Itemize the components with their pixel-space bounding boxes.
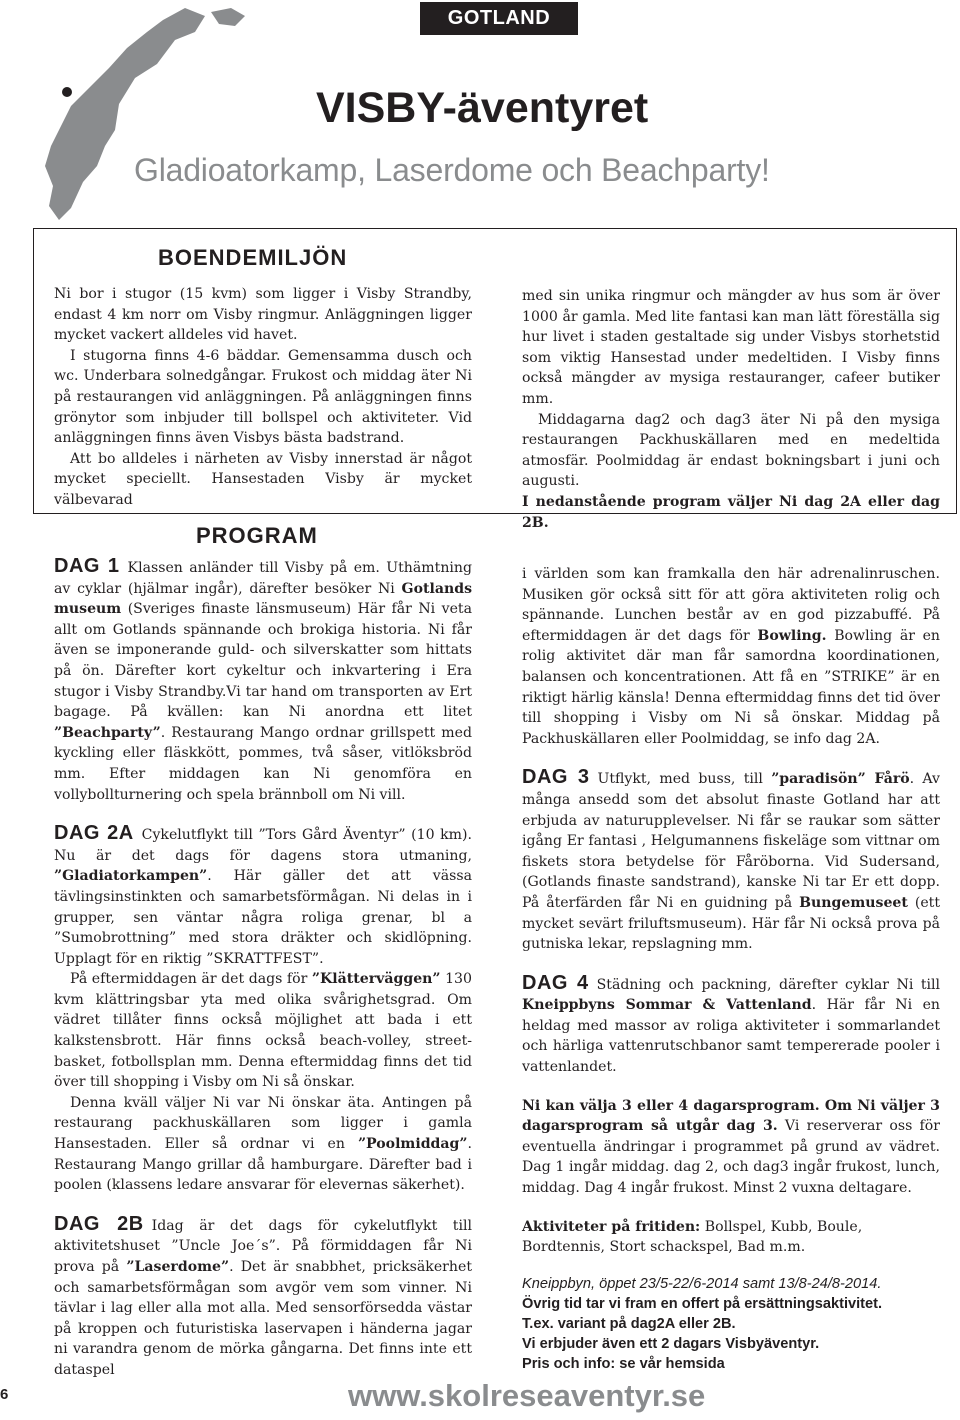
page-title: VISBY-äventyret bbox=[316, 84, 649, 132]
day2a-afternoon: På eftermiddagen är det dags för ”Klätterväggen” 130 kvm klättringsbar yta med olika svårighetsgrad. Om vädret tillåter finns också möjlighet att bada i ett kalkstensbrott. Här finns också beach-volley, street-basket, fotbollsplan mm. Denna eftermiddag finns det tid över till shopping i Visby om Ni så önskar. bbox=[54, 971, 472, 1091]
day4-paragraph: DAG 4 Städning och packning, därefter cyklar Ni till Kneippbyns Sommar & Vattenland. Här får Ni en heldag med massor av roliga aktiviteter i sommarlandet och härliga vattenrutschbanor samt tempererade pooler i vattenlandet. bbox=[522, 971, 941, 1076]
accommodation-right-column bbox=[522, 286, 940, 533]
program-left-column bbox=[54, 556, 472, 1381]
day4-label: DAG 4 bbox=[522, 971, 589, 994]
region-tag: GOTLAND bbox=[420, 2, 578, 35]
accommodation-note: I nedanstående program väljer Ni dag 2A eller dag 2B. bbox=[522, 493, 940, 531]
page-number: 6 bbox=[0, 1386, 9, 1403]
day2a-evening: Denna kväll väljer Ni var Ni önskar äta. Antingen på restaurang packhuskällaren som ligger i gamla Hansestaden. Eller så ordnar vi en ”Poolmiddag”. Restaurang Mango grillar då hamburgare. Därefter bad i poolen (klassens ledare ansvarar för elevernas säkerhet). bbox=[54, 1094, 472, 1194]
accommodation-paragraph: Ni bor i stugor (15 kvm) som ligger i Visby Strandby, endast 4 km norr om Visby ringmur. Anläggningen ligger mycket vackert alldeles vid havet. bbox=[54, 286, 472, 344]
day2b-paragraph: DAG 2B Idag är det dags för cykelutflykt till aktivitetshuset ”Uncle Joe´s”. På förmiddagen får Ni prova på ”Laserdome”. Det är snabbhet, pricksäkerhet och samarbetsförmågan som avgör vem som vinner. Ni tävlar i lag eller alla mot alla. Med sensorförsedda västar på kroppen och futuristiska laservapen i händerna jagar ni varandra genom de mörka gångarna. Det finns inte ett dataspel bbox=[54, 1212, 472, 1378]
day2b-continued: i världen som kan framkalla den här adrenalinruschen. Musiken gör också sitt för att göra aktiviteten rolig och spännande. Lunchen består av en god pizzabuffé. På eftermiddagen är det dags för Bowling. Bowling är en rolig aktivitet där man får samordna koordinationen, balansen och koncentrationen. Att få en ”STRIKE” är en riktigt härlig känsla! Denna eftermiddag finns det tid över till shopping i Visby om Ni så önskar. Middag på Packhuskällaren eller Poolmiddag, se info dag 2A. bbox=[522, 566, 940, 747]
info-line: Kneippbyn, öppet 23/5-22/6-2014 samt 13/8-24/8-2014. bbox=[522, 1275, 882, 1292]
accommodation-paragraph: I stugorna finns 4-6 bäddar. Gemensamma dusch och wc. Underbara solnedgångar. Frukost och middag äter Ni på restaurangen vid anläggningen. På anläggningen finns grönytor som inbjuder till bollspel och aktiviteter. Vid anläggningen finns även Visbys bästa badstrand. bbox=[54, 347, 472, 447]
accommodation-paragraph: med sin unika ringmur och mängder av hus som är över 1000 år gamla. Med lite fantasi kan man lätt föreställa sig hur livet i staden gestaltade sig under Visbys storhetstid som viktig Hansestad under medeltiden. I Visby finns också mängder av mysiga restauranger, cafeer butiker mm. bbox=[522, 288, 940, 407]
accommodation-heading: BOENDEMILJÖN bbox=[158, 245, 348, 270]
info-line: Vi erbjuder även ett 2 dagars Visbyäventyr. bbox=[522, 1335, 820, 1352]
info-line: Övrig tid tar vi fram en offert på ersättningsaktivitet. bbox=[522, 1295, 883, 1312]
info-block bbox=[522, 1274, 940, 1374]
accommodation-paragraph: Middagarna dag2 och dag3 äter Ni på den mysiga restaurangen Packhuskällaren med en medeltida atmosfär. Poolmiddag är endast bokningsbart i juni och augusti. bbox=[522, 411, 940, 490]
day2a-paragraph: DAG 2A Cykelutflykt till ”Tors Gård Äventyr” (10 km). Nu är det dags för dagens stora utmaning, ”Gladiatorkampen”. Här gäller det att vässa tävlingsinstinkten och samarbetsförmågan. Ni delas in i grupper, sen väntar några roliga grenar, bl a ”Sumobrottning” med stora dräkter och skidlöpning. Upplagt för en riktig ”SKRATTFEST”. bbox=[54, 822, 472, 967]
day1-label: DAG 1 bbox=[54, 555, 120, 577]
day1-paragraph: DAG 1 Klassen anländer till Visby på em. Uthämtning av cyklar (hjälmar ingår), därefter besöker Ni Gotlands museum (Sveriges finaste länsmuseum) Här får Ni veta allt om Gotlands spännande och brokiga historia. Ni får även se imponerande guld- och silverskatter som hittats på ön. Därefter kort cykeltur och inkvartering i Era stugor i Visby Strandby.Vi tar hand om transporten av Ert bagage. På kvällen: kan Ni anordna ett litet ”Beachparty”. Restaurang Mango ordnar grillspett med kyckling eller fläskkött, pommes, två såser, vitlöksbröd mm. Efter middagen kan Ni genomföra en vollybollturnering och spela brännboll om Ni vill. bbox=[54, 555, 473, 803]
program-choice-note: Ni kan välja 3 eller 4 dagarsprogram. Om Ni väljer 3 dagarsprogram så utgår dag 3. Vi reserverar oss för eventuella ändringar i programmet på grund av vädret. Dag 1 ingår middag. dag 2, och dag3 ingår frukost, lunch, middag. Dag 4 ingår frukost. Minst 2 vuxna deltagare. bbox=[522, 1097, 940, 1197]
info-line: T.ex. variant på dag2A eller 2B. bbox=[522, 1315, 736, 1332]
free-time-activities: Aktiviteter på fritiden: Bollspel, Kubb, Boule, Bordtennis, Stort schackspel, Bad m.m. bbox=[522, 1218, 863, 1256]
page-subtitle: Gladioatorkamp, Laserdome och Beachparty! bbox=[134, 152, 770, 188]
accommodation-paragraph: Att bo alldeles i närheten av Visby innerstad är något mycket speciellt. Hansestaden Visby är mycket välbevarad bbox=[54, 450, 472, 508]
info-line: Pris och info: se vår hemsida bbox=[522, 1355, 725, 1372]
day3-paragraph: DAG 3 Utflykt, med buss, till ”paradisön” Fårö. Av många ansedd som det absolut finaste Gotland har att erbjuda av naturupplevelser. Ni får se raukar som sätter igång Er fantasi , Helgumannens fiskeläge som vittnar om fiskets stora betydelse för Fåröborna. Vid Sudersand, (Gotlands finaste sandstrand), kanske Ni tar Er ett dopp. På återfärden får Ni en guidning på Bungemuseet (ett mycket sevärt friluftsmuseum). Här får Ni också prova på gutniska lekar, repslagning mm. bbox=[522, 766, 941, 953]
day2b-label: DAG 2B bbox=[54, 1212, 144, 1235]
program-right-column bbox=[522, 564, 940, 1374]
day3-label: DAG 3 bbox=[522, 766, 590, 789]
footer-website-link[interactable]: www.skolreseaventyr.se bbox=[348, 1378, 706, 1413]
program-heading: PROGRAM bbox=[196, 523, 318, 548]
day2a-label: DAG 2A bbox=[54, 822, 134, 845]
accommodation-left-column bbox=[54, 284, 472, 511]
